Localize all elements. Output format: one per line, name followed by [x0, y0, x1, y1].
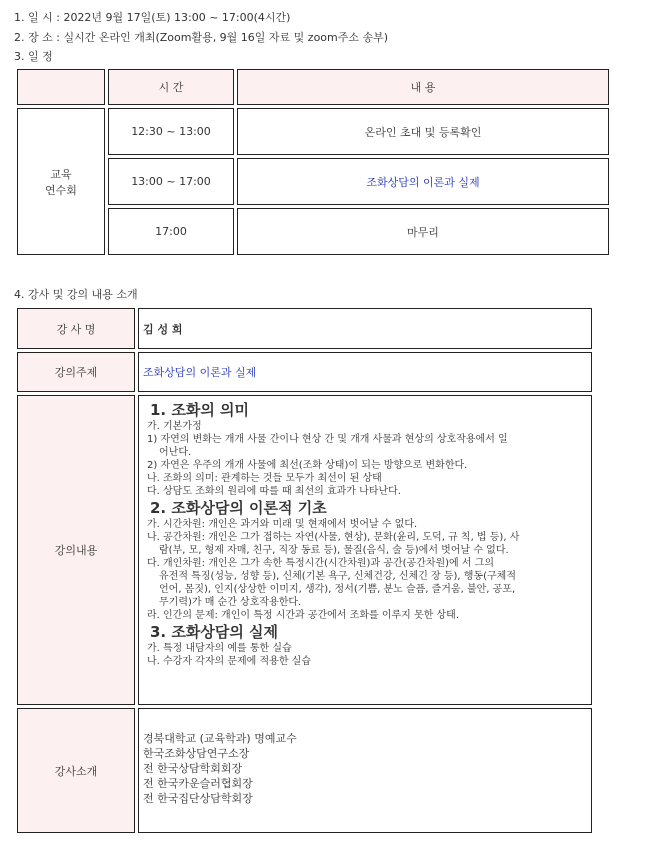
lecture-line: 다. 상담도 조화의 원리에 따를 때 최선의 효과가 나타난다.: [147, 486, 401, 497]
section4-heading: 4. 강사 및 강의 내용 소개: [14, 288, 138, 301]
lecture-line: 어난다.: [159, 447, 192, 458]
instructor-table: [14, 305, 595, 836]
lecture-line: 언어, 몸짓), 인지(상상한 이미지, 생각), 정서(기쁨, 분노 슬픔, 즐거움, 불안, 공포,: [159, 584, 516, 595]
schedule-time-2: 13:00 ~ 17:00: [108, 158, 234, 205]
lecture-line: 무기력)가 매 순간 상호작용한다.: [159, 597, 302, 608]
lecture-line: 가. 기본가정: [147, 421, 202, 432]
schedule-content-3: 마무리: [237, 208, 609, 255]
lecture-heading-3: 3. 조화상담의 실제: [150, 623, 279, 641]
lecture-line: 1) 자연의 변화는 개개 사물 간이나 현상 간 및 개개 사물과 현상의 상호작용에서 일: [147, 434, 508, 445]
schedule-header-content: 내 용: [237, 69, 609, 105]
instructor-bio-label: 강사소개: [17, 708, 135, 833]
lecture-line: 다. 개인차원: 개인은 그가 속한 특정시간(시간차원)과 공간(공간차원)에 서 그의: [147, 558, 495, 569]
event-venue-line: 2. 장 소 : 실시간 온라인 개최(Zoom활용, 9월 16일 자료 및 zoom주소 송부): [14, 31, 389, 44]
lecture-line: 나. 수강자 각자의 문제에 적용한 실습: [147, 656, 311, 667]
bio-line: 전 한국집단상담학회장: [143, 792, 253, 805]
lecture-topic-value: 조화상담의 이론과 실제: [138, 352, 592, 392]
schedule-heading: 3. 일 정: [14, 50, 53, 63]
bio-line: 한국조화상담연구소장: [143, 747, 250, 760]
event-date-line: 1. 일 시 : 2022년 9월 17일(토) 13:00 ~ 17:00(4시간): [14, 11, 291, 24]
lecture-line: 가. 특정 내담자의 예를 통한 실습: [147, 643, 292, 654]
lecture-line: 가. 시간차원: 개인은 과거와 미래 및 현재에서 벗어날 수 없다.: [147, 519, 418, 530]
bio-line: 전 한국카운슬러협회장: [143, 777, 253, 790]
lecture-line: 유전적 특징(성능, 성향 등), 신체(기본 욕구, 신체건강, 신체긴 장 등), 행동(구체적: [159, 571, 516, 582]
schedule-group-label-2: 연수회: [45, 183, 77, 197]
schedule-header-blank: [17, 69, 105, 105]
schedule-time-1: 12:30 ~ 13:00: [108, 108, 234, 155]
lecture-line: 람(부, 모, 형제 자매, 친구, 직장 동료 등), 물질(음식, 술 등)에서 벗어날 수 없다.: [159, 545, 509, 556]
instructor-bio: [138, 708, 592, 833]
instructor-name-value: 김 성 희: [138, 308, 592, 349]
schedule-group-label-1: 교육: [50, 167, 72, 181]
instructor-name-label: 강 사 명: [17, 308, 135, 349]
schedule-time-3: 17:00: [108, 208, 234, 255]
schedule-table: [14, 66, 612, 258]
schedule-content-1: 온라인 초대 및 등록확인: [237, 108, 609, 155]
lecture-topic-label: 강의주제: [17, 352, 135, 392]
lecture-content-label: 강의내용: [17, 395, 135, 705]
lecture-line: 나. 공간차원: 개인은 그가 접하는 자연(사물, 현상), 문화(윤리, 도덕, 규 칙, 법 등), 사: [147, 532, 520, 543]
lecture-heading-2: 2. 조화상담의 이론적 기초: [150, 499, 327, 517]
lecture-content: [138, 395, 592, 705]
bio-line: 전 한국상담학회회장: [143, 762, 243, 775]
bio-line: 경북대학교 (교육학과) 명예교수: [143, 732, 297, 745]
lecture-heading-1: 1. 조화의 의미: [150, 401, 250, 419]
schedule-content-2: 조화상담의 이론과 실제: [237, 158, 609, 205]
schedule-header-time: 시 간: [108, 69, 234, 105]
schedule-group-cell: [17, 108, 105, 255]
lecture-line: 2) 자연은 우주의 개개 사물에 최선(조화 상태)이 되는 방향으로 변화한다.: [147, 460, 468, 471]
lecture-line: 라. 인간의 문제: 개인이 특정 시간과 공간에서 조화를 이루지 못한 상태.: [147, 610, 459, 621]
lecture-line: 나. 조화의 의미: 관계하는 것들 모두가 최선이 된 상태: [147, 473, 382, 484]
